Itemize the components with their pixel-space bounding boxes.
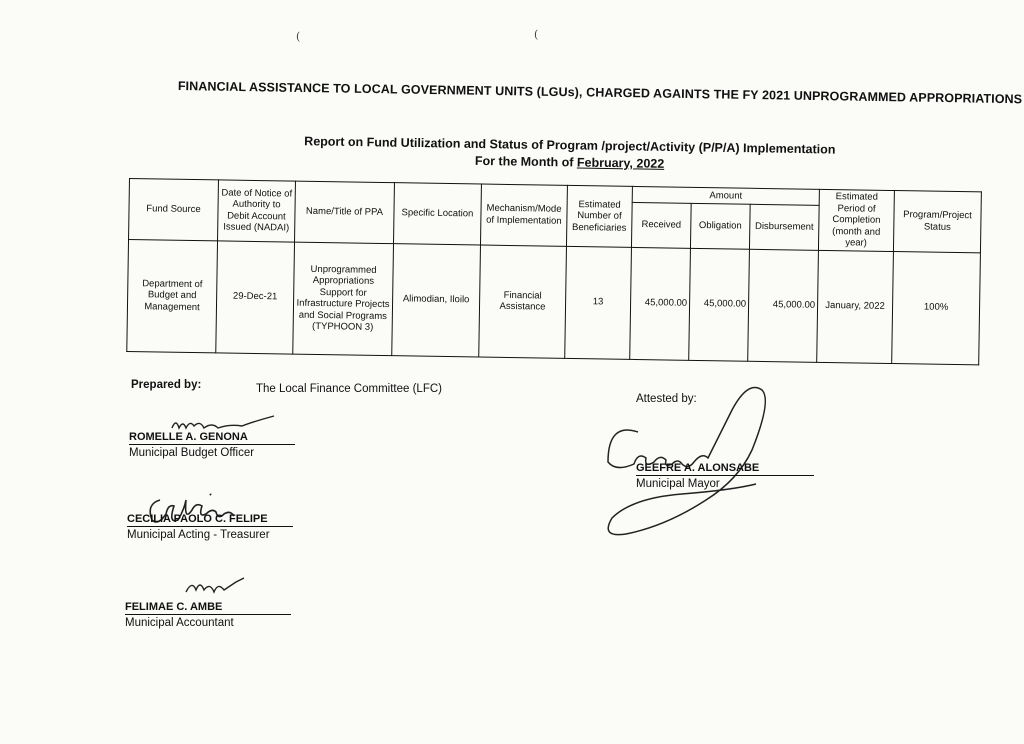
col-fund-source: Fund Source (129, 179, 219, 241)
officer2-name: CECILIA PAOLO C. FELIPE (127, 513, 293, 527)
officer1-name: ROMELLE A. GENONA (129, 431, 295, 445)
mayor-name: GEEFRE A. ALONSABE (636, 462, 814, 476)
cell-received: 45,000.00 (630, 247, 691, 360)
col-location: Specific Location (394, 183, 482, 245)
col-received: Received (631, 202, 691, 248)
officer2-block (127, 513, 293, 541)
stray-mark: ( (534, 28, 539, 41)
col-beneficiaries: Estimated Number of Beneficiaries (566, 185, 632, 247)
signature-accountant (180, 576, 250, 598)
cell-ppa: Unprogrammed Appropriations Support for Infrastructure Projects and Social Programs (TYPHOON 3) (293, 242, 394, 356)
cell-obligation: 45,000.00 (689, 248, 750, 361)
cell-disbursement: 45,000.00 (748, 249, 819, 362)
committee-name: The Local Finance Committee (LFC) (256, 383, 442, 395)
signature-mayor (598, 372, 808, 542)
mayor-title: Municipal Mayor (636, 478, 720, 490)
mayor-block (636, 462, 814, 490)
month-prefix: For the Month of (474, 153, 578, 170)
cell-nadai: 29-Dec-21 (216, 240, 295, 353)
col-period: Estimated Period of Completion (month and year) (818, 189, 894, 251)
fund-utilization-table (126, 178, 982, 365)
cell-location: Alimodian, Iloilo (392, 243, 481, 356)
prepared-by-label: Prepared by: (131, 379, 202, 391)
col-nadai: Date of Notice of Authority to Debit Account Issued (NADAI) (218, 180, 296, 242)
officer1-block (129, 431, 295, 459)
stray-mark: ( (296, 30, 301, 43)
table-row (127, 239, 981, 364)
cell-status: 100% (892, 251, 981, 364)
col-status: Program/Project Status (893, 191, 981, 253)
subtitle-line-1: Report on Fund Utilization and Status of Program /project/Activity (P/P/A) Implementation (304, 134, 836, 157)
col-obligation: Obligation (690, 203, 750, 249)
officer3-title: Municipal Accountant (125, 617, 234, 629)
officer1-title: Municipal Budget Officer (129, 447, 255, 459)
report-table-wrapper (126, 178, 982, 365)
document-title: FINANCIAL ASSISTANCE TO LOCAL GOVERNMENT UNITS (LGUs), CHARGED AGAINTS THE FY 2021 UNPROGRAMMED APPROPRIATIONS (177, 79, 1023, 107)
col-amount: Amount (632, 186, 819, 205)
cell-beneficiaries: 13 (565, 246, 632, 359)
officer3-block (125, 601, 291, 629)
cell-mechanism: Financial Assistance (479, 245, 567, 358)
officer3-name: FELIMAE C. AMBE (125, 601, 291, 615)
attested-by-label: Attested by: (636, 393, 697, 405)
officer2-title: Municipal Acting - Treasurer (127, 529, 270, 541)
col-disbursement: Disbursement (749, 204, 819, 250)
report-subtitle (289, 133, 849, 176)
table-header-row (129, 179, 981, 208)
col-ppa: Name/Title of PPA (295, 181, 395, 243)
cell-fund-source: Department of Budget and Management (127, 239, 218, 352)
report-month: February, 2022 (576, 155, 665, 171)
col-mechanism: Mechanism/Mode of Implementation (480, 184, 567, 246)
cell-period: January, 2022 (817, 250, 894, 363)
